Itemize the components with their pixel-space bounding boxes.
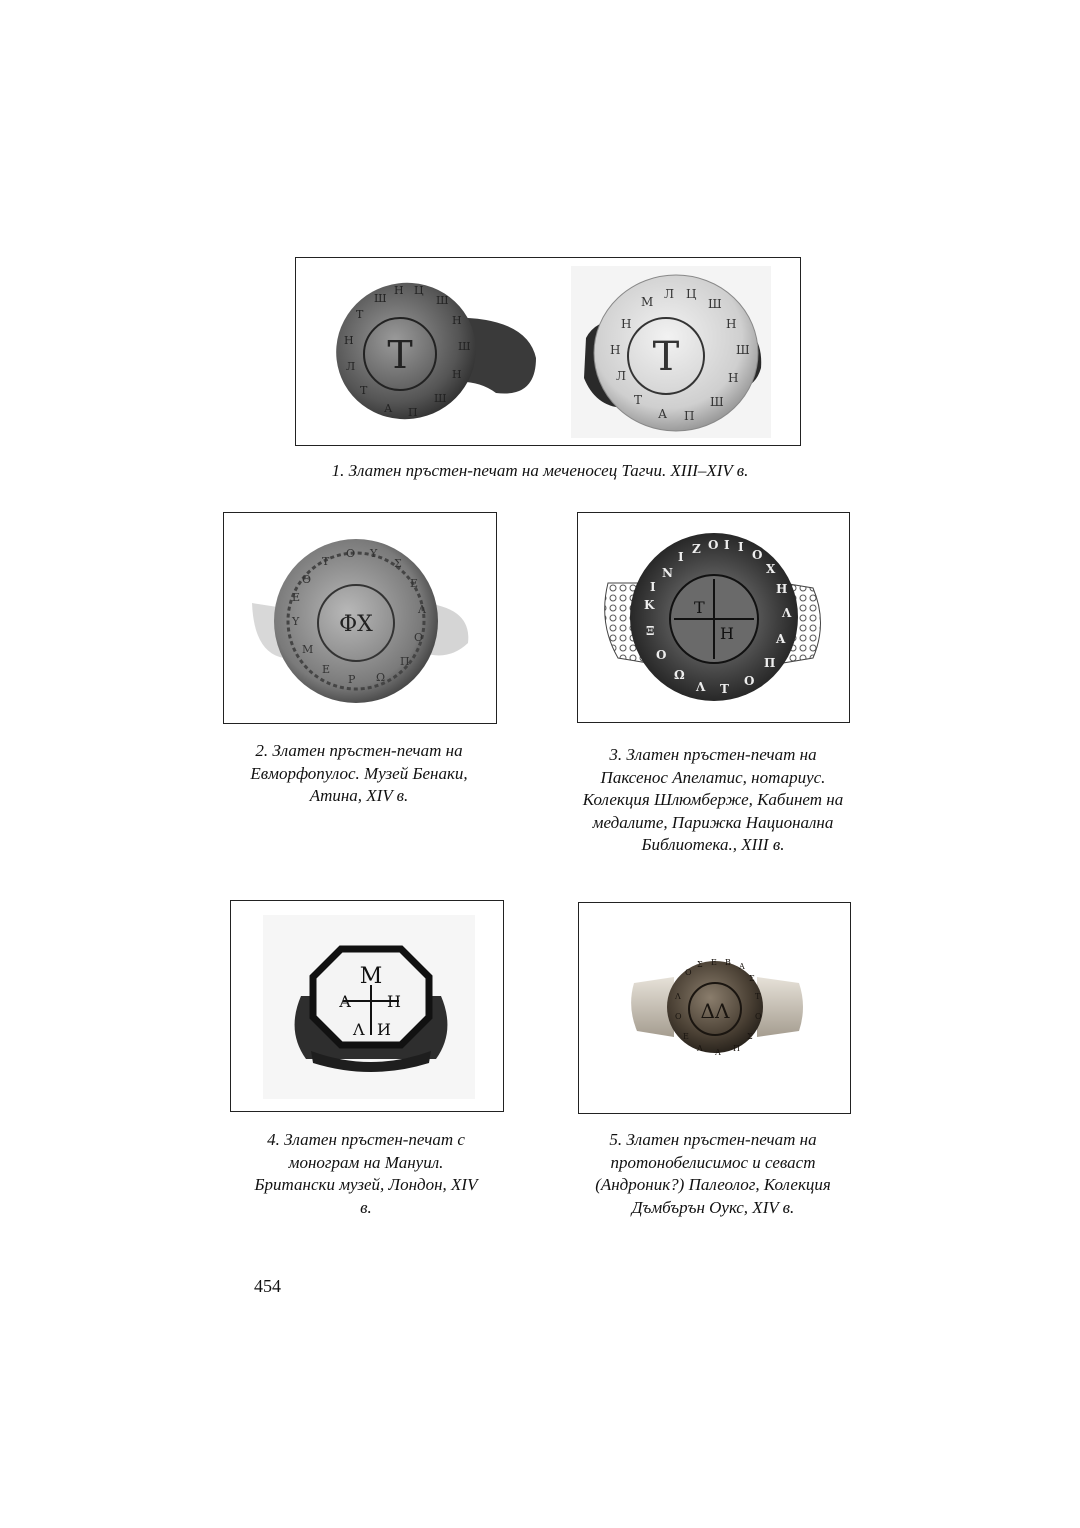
svg-text:П: П — [408, 406, 418, 419]
svg-text:Λ: Λ — [697, 1044, 703, 1053]
svg-text:Т: Т — [694, 598, 705, 617]
svg-text:М: М — [641, 295, 654, 309]
svg-text:Β: Β — [725, 958, 731, 967]
svg-text:Τ: Τ — [755, 992, 761, 1001]
svg-text:Ш: Ш — [736, 343, 750, 357]
svg-text:ΦΧ: ΦΧ — [339, 612, 373, 637]
svg-text:Ц: Ц — [686, 287, 697, 301]
svg-text:Н: Н — [610, 343, 621, 357]
figure-1-ring-photos — [296, 258, 800, 445]
svg-text:Н: Н — [344, 334, 354, 347]
svg-text:Ι: Ι — [738, 540, 744, 554]
caption-line: Британски музей, Лондон, XIV — [254, 1175, 478, 1194]
caption-line: 3. Златен пръстен-печат на — [609, 745, 817, 764]
svg-text:Н: Н — [387, 992, 401, 1011]
caption-line: 2. Златен пръстен-печат на — [255, 741, 463, 760]
svg-text:Л: Л — [664, 287, 675, 301]
figure-5-ring-photo — [579, 903, 850, 1113]
figure-3-frame — [577, 512, 850, 723]
svg-text:М: М — [359, 964, 383, 989]
figure-2-ring-photo — [224, 513, 496, 723]
svg-text:Ш: Ш — [434, 392, 447, 405]
svg-text:Ш: Ш — [374, 292, 387, 305]
svg-text:Η: Η — [776, 582, 788, 596]
svg-text:Ε: Ε — [410, 577, 419, 590]
svg-text:Τ: Τ — [322, 555, 330, 568]
caption-line: (Андроник?) Палеолог, Колекция — [595, 1175, 831, 1194]
caption-line: Дъмбърън Оукс, XIV в. — [631, 1197, 795, 1217]
caption-line: протонобелисимос и севаст — [610, 1152, 816, 1172]
svg-text:Ι: Ι — [724, 538, 730, 552]
caption-line: Библиотека., XIII в. — [641, 835, 785, 854]
svg-text:Λ: Λ — [353, 1020, 365, 1039]
caption-line: Колекция Шлюмберже, Кабинет на — [582, 790, 844, 809]
svg-text:Σ: Σ — [747, 1032, 753, 1041]
svg-text:Ε: Ε — [683, 1032, 689, 1041]
svg-text:П: П — [684, 409, 695, 423]
svg-text:Т: Т — [652, 334, 680, 380]
svg-text:Ι: Ι — [678, 550, 684, 564]
svg-text:Υ: Υ — [370, 547, 378, 560]
svg-text:А: А — [384, 402, 393, 415]
svg-text:Ε: Ε — [322, 663, 331, 676]
svg-text:Ш: Ш — [710, 395, 724, 409]
svg-text:Λ: Λ — [418, 603, 426, 616]
svg-text:Т: Т — [360, 384, 368, 397]
svg-text:Σ: Σ — [394, 557, 402, 570]
svg-text:Μ: Μ — [302, 643, 314, 656]
figure-1-frame — [295, 257, 801, 446]
figure-4-ring-photo — [231, 901, 503, 1111]
svg-text:Ξ: Ξ — [646, 624, 655, 638]
svg-text:Π: Π — [733, 1044, 740, 1053]
figure-2-caption — [200, 740, 518, 808]
caption-line: 5. Златен пръстен-печат на — [609, 1130, 817, 1149]
svg-text:ΔΛ: ΔΛ — [700, 999, 730, 1023]
svg-text:Ш: Ш — [436, 294, 449, 307]
svg-text:Σ: Σ — [697, 960, 703, 969]
svg-text:Т: Т — [356, 308, 364, 321]
svg-text:Κ: Κ — [644, 598, 655, 612]
svg-text:Ω: Ω — [674, 668, 685, 682]
svg-text:Т: Т — [634, 393, 643, 407]
caption-line: 1. Златен пръстен-печат на меченосец Тагчи. XIII–XIV в. — [331, 461, 749, 480]
svg-text:Ш: Ш — [458, 340, 471, 353]
svg-text:Ο: Ο — [414, 631, 424, 644]
figure-3-caption — [545, 744, 881, 857]
svg-text:Α: Α — [715, 1048, 721, 1057]
figure-4-caption — [206, 1129, 526, 1219]
svg-text:Ο: Ο — [744, 674, 755, 688]
svg-text:Ο: Ο — [346, 547, 356, 560]
figure-1-caption — [270, 460, 810, 483]
svg-text:Л: Л — [616, 369, 627, 383]
svg-text:Σ: Σ — [749, 974, 755, 983]
svg-text:Ш: Ш — [708, 297, 722, 311]
svg-text:Н: Н — [621, 317, 632, 331]
figure-5-frame — [578, 902, 851, 1114]
page-number: 454 — [254, 1276, 281, 1296]
figure-2-frame — [223, 512, 497, 724]
svg-text:Ц: Ц — [414, 284, 424, 297]
svg-text:Ρ: Ρ — [348, 673, 356, 686]
svg-text:Ζ: Ζ — [692, 542, 701, 556]
svg-text:Н: Н — [728, 371, 739, 385]
caption-line: Атина, XIV в. — [309, 786, 409, 805]
svg-text:А: А — [339, 992, 352, 1011]
svg-text:Н: Н — [452, 368, 462, 381]
figure-4-frame — [230, 900, 504, 1112]
svg-text:Α: Α — [739, 962, 745, 971]
svg-text:Н: Н — [726, 317, 737, 331]
svg-text:Ι: Ι — [650, 580, 656, 594]
svg-text:А: А — [658, 407, 668, 421]
figure-3-ring-photo — [578, 513, 849, 722]
svg-text:Λ: Λ — [782, 606, 792, 620]
caption-line: Евморфопулос. Музей Бенаки, — [250, 763, 468, 783]
svg-text:Ε: Ε — [292, 591, 301, 604]
svg-text:Н: Н — [720, 624, 734, 643]
caption-line: в. — [360, 1197, 372, 1217]
svg-text:Π: Π — [400, 655, 410, 668]
svg-text:Χ: Χ — [766, 562, 776, 576]
svg-text:Τ: Τ — [720, 682, 729, 696]
svg-text:Т: Т — [387, 333, 413, 377]
svg-text:Ο: Ο — [755, 1012, 762, 1021]
svg-text:Н: Н — [394, 284, 404, 297]
figure-5-caption — [550, 1129, 876, 1219]
caption-line: монограм на Мануил. — [288, 1152, 444, 1172]
svg-text:Н: Н — [452, 314, 462, 327]
svg-text:Ω: Ω — [376, 671, 386, 684]
svg-text:Υ: Υ — [292, 615, 300, 628]
svg-text:Α: Α — [776, 632, 786, 646]
caption-line: 4. Златен пръстен-печат с — [267, 1130, 465, 1149]
svg-text:Ο: Ο — [675, 1012, 682, 1021]
caption-line: Паксенос Апелатис, нотариус. — [600, 767, 826, 787]
svg-text:Θ: Θ — [302, 573, 312, 586]
svg-text:Л: Л — [346, 360, 356, 373]
svg-text:И: И — [377, 1020, 391, 1039]
svg-text:Π: Π — [764, 656, 776, 670]
svg-text:Λ: Λ — [675, 992, 681, 1001]
svg-text:Ο: Ο — [752, 548, 763, 562]
svg-text:Ε: Ε — [711, 958, 717, 967]
svg-text:Ο: Ο — [656, 648, 667, 662]
svg-text:Ο: Ο — [708, 538, 719, 552]
svg-text:Λ: Λ — [696, 680, 706, 694]
svg-text:Ο: Ο — [685, 968, 692, 977]
caption-line: медалите, Парижка Национална — [592, 812, 834, 832]
svg-text:Ν: Ν — [662, 566, 673, 580]
